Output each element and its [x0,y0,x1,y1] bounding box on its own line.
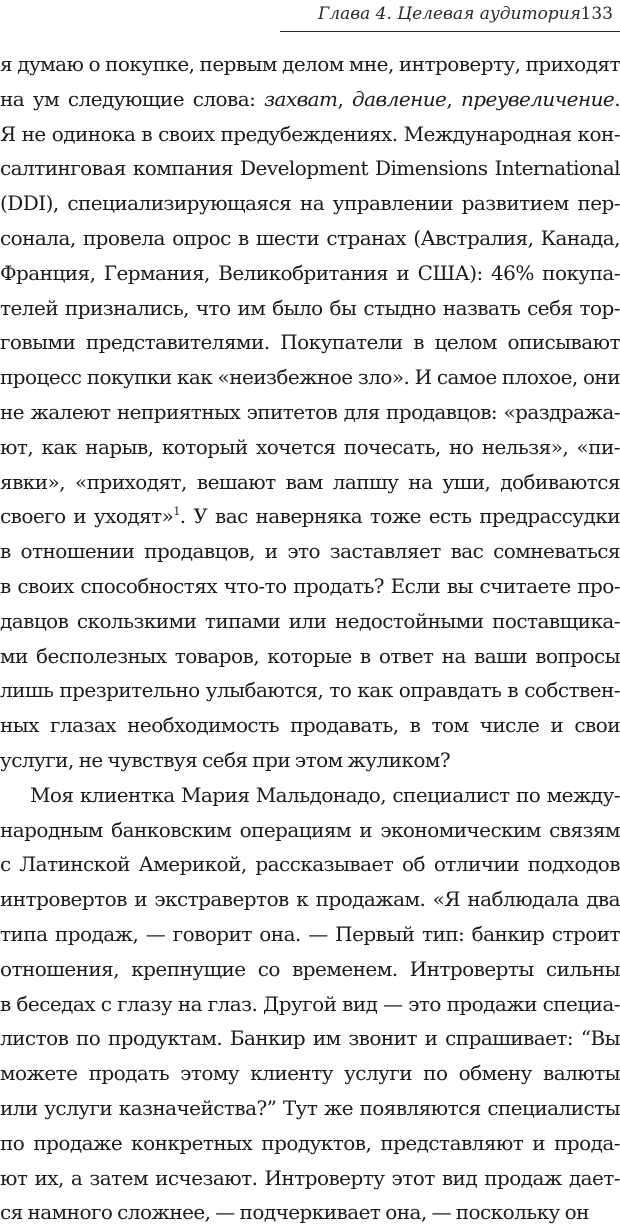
italic-word: преувеличение [460,86,615,111]
text-run: своего и уходят» [0,504,174,529]
text-line [0,82,620,117]
text-line: или услуги казначейства?” Тут же появляются специалисты [0,1095,620,1120]
italic-word: давление [352,86,447,111]
text-line: листов по продуктам. Банкир им звонит и спрашивает: “Вы [0,1026,620,1051]
text-line: типа продаж, — говорит она. — Первый тип: банкир строит [0,921,620,946]
text-line: телей признались, что им было бы стыдно назвать себя тор- [0,295,620,320]
text-line: лишь презрительно улыбаются, то как оправдать в собствен- [0,678,620,703]
header-rule [280,31,620,32]
text-line: сонала, провела опрос в шести странах (Австралия, Канада, [0,225,620,250]
text-line: услуги, не чувствуя себя при этом жуликом? [0,747,451,772]
text-line: не жалеют неприятных эпитетов для продавцов: «раздража- [0,399,620,424]
body-text [0,47,620,1230]
paragraph-2 [0,778,620,1230]
text-line: процесс покупки как «неизбежное зло». И самое плохое, они [0,365,620,390]
text-line: в отношении продавцов, и это заставляет вас сомневаться [0,539,620,564]
text-line: можете продать этому клиенту услуги по обмену валюты [0,1061,620,1086]
text-line: Я не одинока в своих предубеждениях. Международная кон- [0,121,620,146]
italic-word: захват [264,86,338,111]
text-line: с Латинской Америкой, рассказывает об отличии подходов [0,852,620,877]
text-line: давцов скользкими типами или недостойными поставщика- [0,608,620,633]
paragraph-1 [0,47,620,778]
footnote-reference[interactable]: 1 [173,505,180,519]
text-line: ют, как нарыв, который хочется почесать, но нельзя», «пи- [0,434,620,459]
text-line: отношения, крепнущие со временем. Интроверты сильны [0,956,620,981]
text-line: (DDI), специализирующаяся на управлении развитием пер- [0,191,620,216]
text-line: ся намного сложнее, — подчеркивает она, — поскольку он [0,1200,589,1225]
text-line: народным банковским операциям и экономическим связям [0,817,620,842]
text-run: . У вас наверняка тоже есть предрассудки [179,504,620,529]
text-line: в беседах с глазу на глаз. Другой вид — это продажи специа- [0,991,620,1016]
text-line: Франция, Германия, Великобритания и США): 46% покупа- [0,260,620,285]
text-line: по продаже конкретных продуктов, представляют и прода- [0,1130,620,1155]
text-line: я думаю о покупке, первым делом мне, интроверту, приходят [0,52,620,76]
text-run: . [614,86,620,111]
chapter-title: Глава 4. Целевая аудитория [318,4,581,24]
text-line: ных глазах необходимость продавать, в том числе и свои [0,713,620,738]
running-header [0,0,620,32]
text-line: ми бесполезных товаров, которые в ответ на ваши вопросы [0,643,620,668]
page-number: 133 [580,4,613,24]
text-line: ют их, а затем исчезают. Интроверту этот вид продаж дает- [0,1165,620,1190]
text-line: в своих способностях что-то продать? Если вы считаете про- [0,573,620,598]
text-run: , [337,86,353,111]
text-line: Моя клиентка Мария Мальдонадо, специалист по между- [30,782,620,807]
text-run: на ум следующие слова: [0,86,265,111]
text-line: явки», «приходят, вешают вам лапшу на уши, добиваются [0,469,620,494]
text-run: , [446,86,461,111]
text-line: говыми представителями. Покупатели в целом описывают [0,330,620,355]
text-line [0,499,620,534]
text-line: салтинговая компания Development Dimensions International [0,156,620,181]
text-line: интровертов и экстравертов к продажам. «Я наблюдала два [0,887,620,912]
